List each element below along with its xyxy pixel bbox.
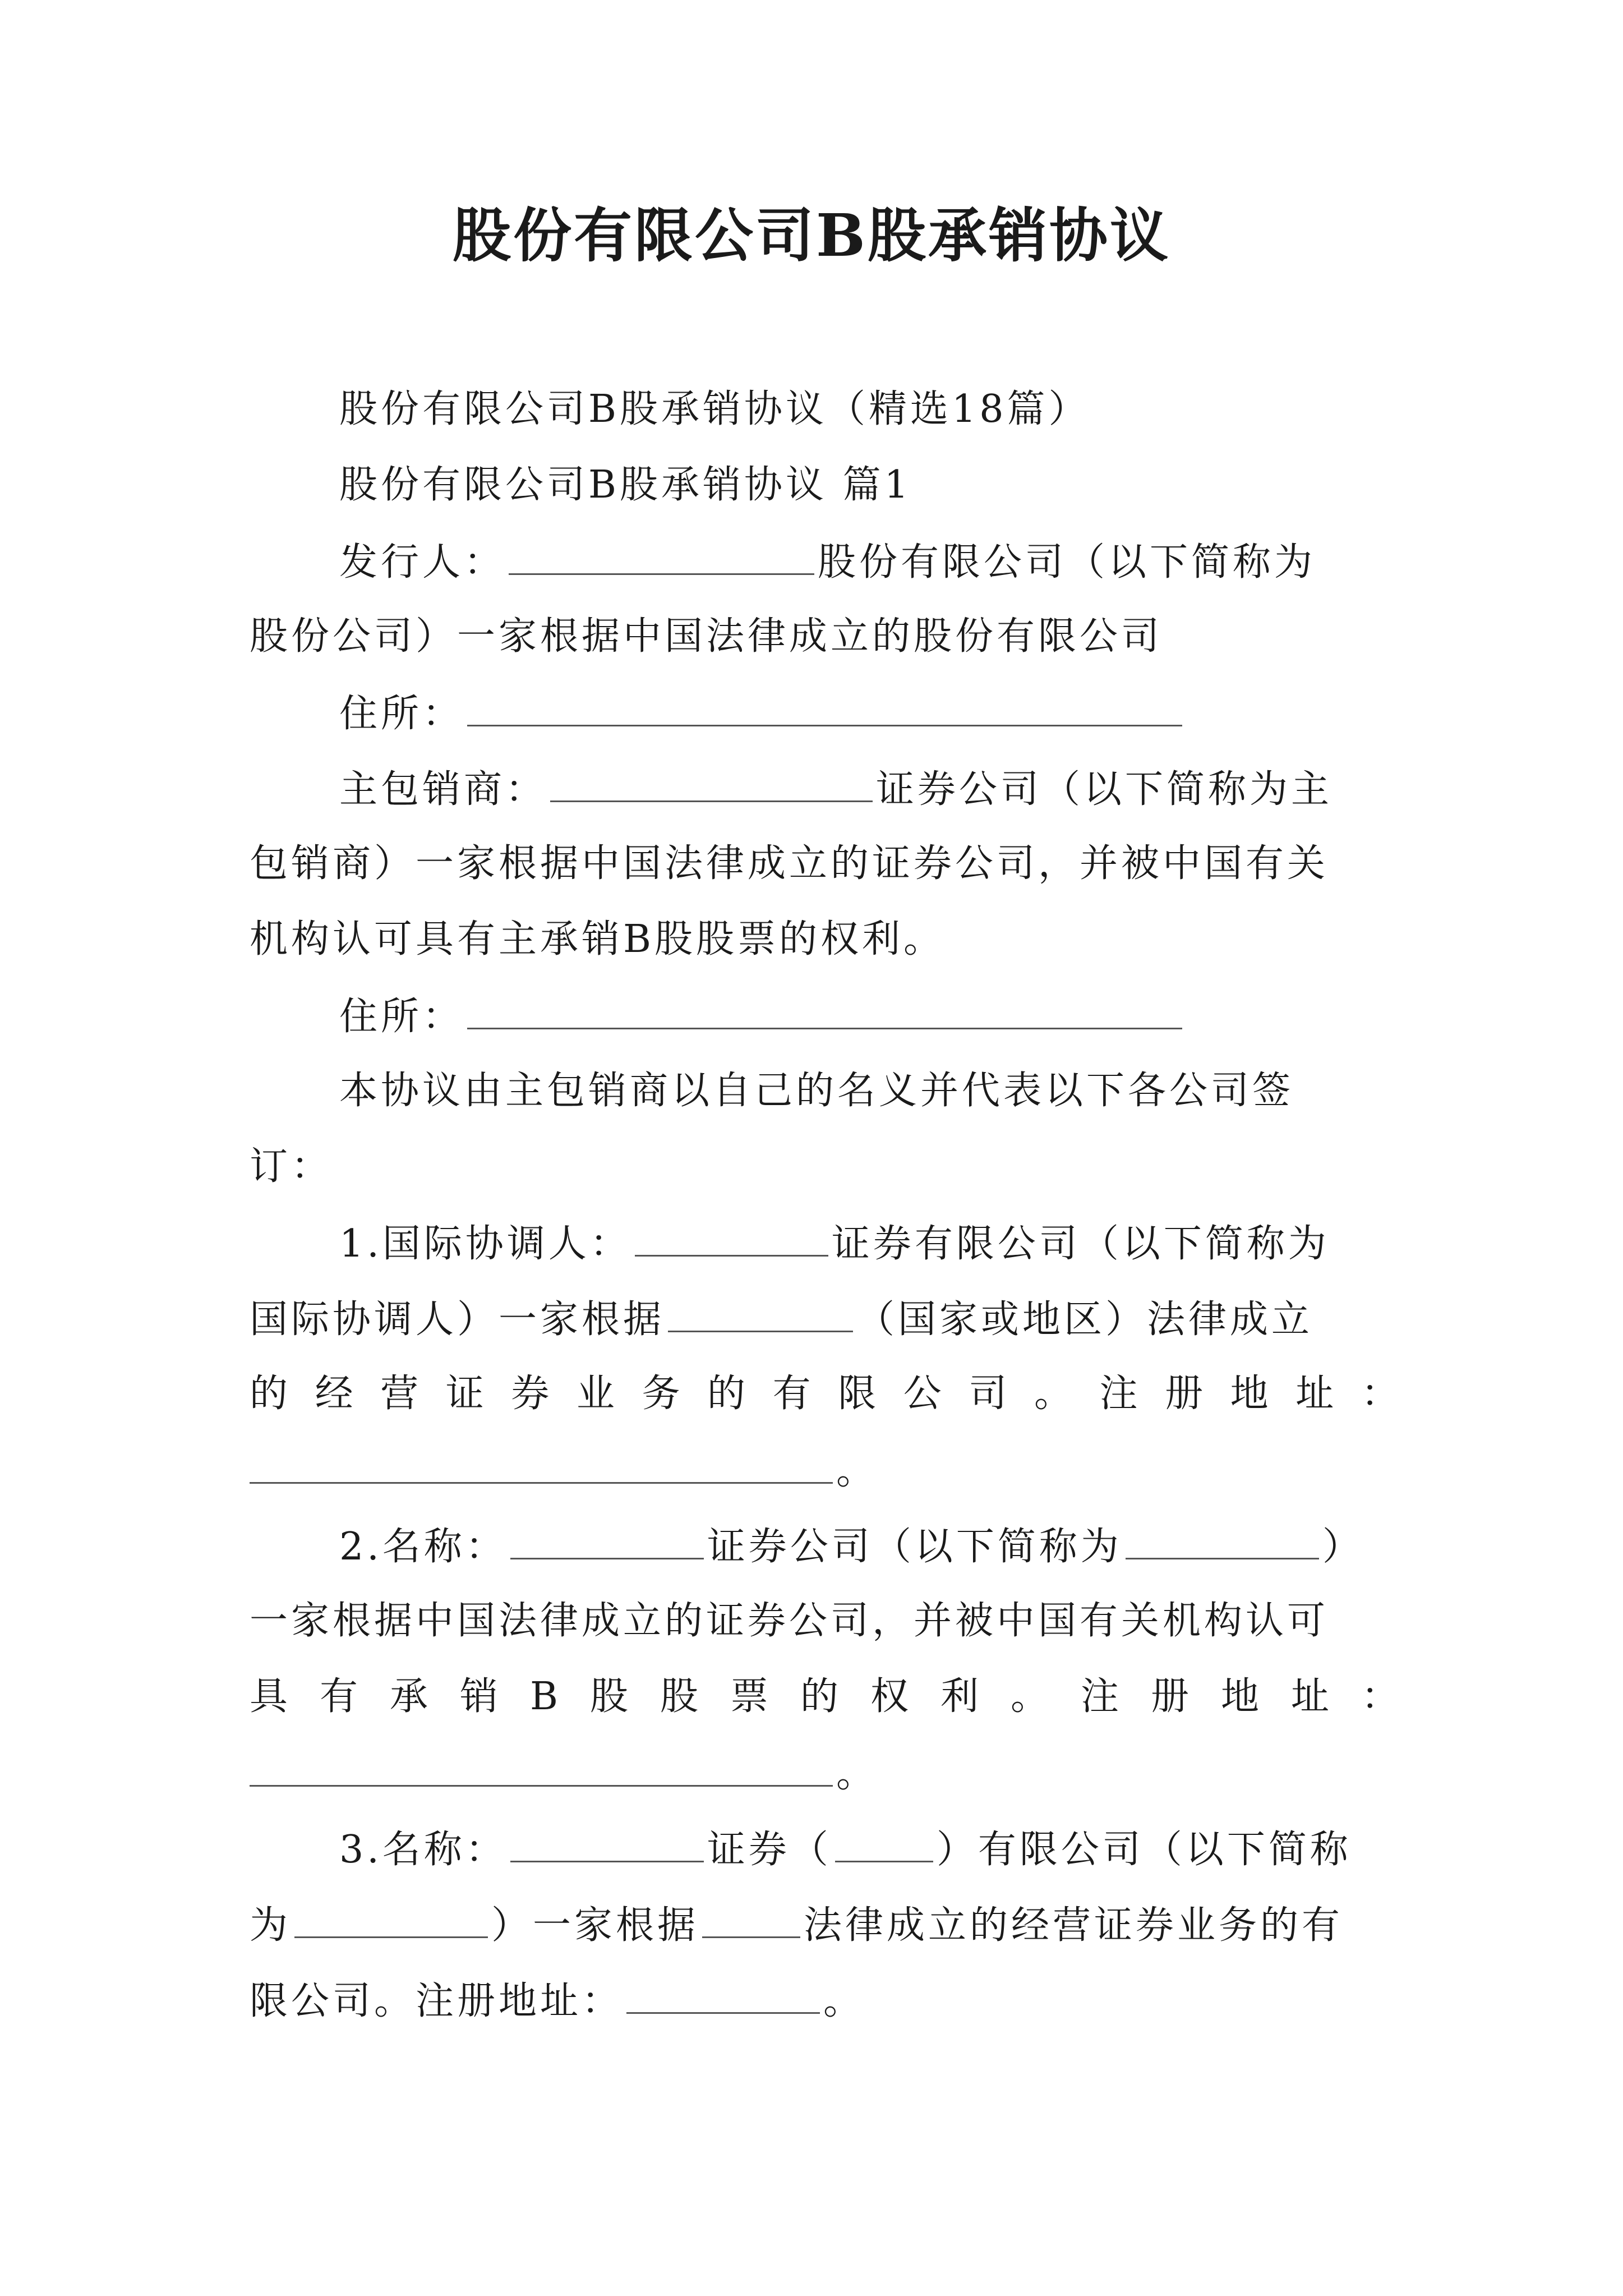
item3-address-blank (626, 1972, 820, 2014)
item2-blank-1 (510, 1517, 704, 1559)
item1-char: 有 (772, 1372, 811, 1416)
item1-blank-1 (635, 1214, 828, 1257)
item3-blank-3 (294, 1896, 488, 1938)
item2-label: 2.名称： (339, 1525, 507, 1569)
item2-char: 。 (1010, 1674, 1049, 1719)
underwriter-line-2: 包销商）一家根据中国法律成立的证券公司，并被中国有关 (250, 841, 1329, 886)
item1-end: 。 (836, 1449, 878, 1493)
item1-char: 地 (1230, 1372, 1269, 1416)
item1-blank-2 (668, 1290, 853, 1332)
item1-char: 限 (838, 1372, 877, 1416)
agreement-line-2: 订： (250, 1144, 333, 1189)
item3-line2-a: 为 (250, 1903, 292, 1948)
item3-line3-a: 限公司。注册地址： (250, 1979, 624, 2023)
address-label-2: 住所： (339, 995, 464, 1039)
item2-char: 承 (390, 1674, 428, 1719)
item2-char: 的 (800, 1674, 838, 1719)
item1-label: 1.国际协调人： (339, 1222, 631, 1266)
item1-char: 的 (707, 1372, 746, 1416)
item2-char: 册 (1150, 1674, 1189, 1719)
item1-char: 注 (1099, 1372, 1138, 1416)
item1-char: 册 (1165, 1372, 1204, 1416)
item3-end: 。 (823, 1979, 865, 2023)
item1-char: 司 (969, 1372, 1007, 1416)
item1-address-blank (250, 1442, 833, 1484)
item3-line2-b: ）一家根据 (491, 1903, 699, 1948)
item2-line-1 (339, 1517, 1399, 1575)
item1-line-4 (250, 1442, 1399, 1499)
item3-blank-1 (510, 1820, 704, 1862)
item2-address-blank (250, 1745, 833, 1787)
item3-line-1 (339, 1820, 1399, 1878)
item2-end: 。 (836, 1752, 878, 1796)
item2-char: 权 (870, 1674, 909, 1719)
agreement-line-1: 本协议由主包销商以自己的名义并代表以下各公司签 (339, 1069, 1294, 1113)
item1-char: 址 (1295, 1372, 1334, 1416)
item1-line2-a: 国际协调人）一家根据 (250, 1297, 665, 1342)
item2-char: 具 (250, 1674, 288, 1719)
item2-mid: 证券公司（以下简称为 (707, 1525, 1122, 1569)
item1-char: ： (1361, 1372, 1399, 1416)
item1-char: 经 (315, 1372, 353, 1416)
issuer-line (339, 533, 1399, 591)
item2-char: 股 (589, 1674, 628, 1719)
item2-char: B (530, 1674, 558, 1719)
address-line-1 (339, 684, 1399, 742)
item3-mid2: ）有限公司（以下简称 (936, 1828, 1352, 1872)
item1-char: 证 (445, 1372, 484, 1416)
item1-char: 务 (642, 1372, 680, 1416)
address-blank-2 (467, 987, 1182, 1029)
item2-char: 地 (1220, 1674, 1259, 1719)
address-line-2 (339, 987, 1399, 1045)
item2-line-3 (250, 1669, 1399, 1725)
underwriter-tail: 证券公司（以下简称为主 (876, 767, 1333, 812)
item3-line-3 (250, 1972, 1399, 2030)
item3-line2-c: 法律成立的经营证券业务的有 (804, 1903, 1344, 1948)
item1-char: 的 (250, 1372, 288, 1416)
item2-line-2: 一家根据中国法律成立的证券公司，并被中国有关机构认可 (250, 1599, 1329, 1643)
item2-char: 注 (1080, 1674, 1119, 1719)
item2-char: 利 (940, 1674, 979, 1719)
document-title: 股份有限公司B股承销协议 (453, 201, 1170, 270)
underwriter-line (339, 760, 1399, 818)
address-label: 住所： (339, 692, 464, 736)
item2-char: 有 (320, 1674, 358, 1719)
issuer-label: 发行人： (339, 540, 506, 585)
subtitle: 股份有限公司B股承销协议（精选18篇） (339, 387, 1090, 431)
item3-line-2 (250, 1896, 1399, 1954)
item2-line-4 (250, 1745, 1399, 1802)
item1-char: 。 (1034, 1372, 1072, 1416)
item2-char: ： (1361, 1674, 1399, 1719)
item2-blank-2 (1126, 1517, 1319, 1559)
section-heading: 股份有限公司B股承销协议 篇1 (339, 463, 912, 507)
item3-blank-4 (702, 1896, 800, 1938)
underwriter-label: 主包销商： (339, 767, 547, 812)
address-blank-1 (467, 684, 1182, 726)
issuer-tail: 股份有限公司（以下简称为 (818, 540, 1316, 585)
item3-blank-2 (835, 1820, 933, 1862)
item2-char: 票 (730, 1674, 768, 1719)
item3-mid: 证券（ (707, 1828, 832, 1872)
item2-close: ） (1322, 1525, 1364, 1569)
item1-line2-b: （国家或地区）法律成立 (856, 1297, 1313, 1342)
underwriter-blank (550, 760, 873, 802)
item1-char: 公 (903, 1372, 942, 1416)
item1-char: 业 (576, 1372, 615, 1416)
item1-char: 券 (511, 1372, 550, 1416)
issuer-blank (509, 533, 814, 575)
item1-line-3 (250, 1366, 1399, 1422)
item1-char: 营 (380, 1372, 419, 1416)
issuer-line-2: 股份公司）一家根据中国法律成立的股份有限公司 (250, 614, 1163, 659)
item3-label: 3.名称： (339, 1828, 507, 1872)
item2-char: 址 (1290, 1674, 1329, 1719)
item1-line-1 (339, 1214, 1399, 1272)
item2-char: 销 (460, 1674, 499, 1719)
item1-tail: 证券有限公司（以下简称为 (831, 1222, 1330, 1266)
item1-line-2 (250, 1290, 1399, 1348)
underwriter-line-3: 机构认可具有主承销B股股票的权利。 (250, 917, 945, 961)
item2-char: 股 (660, 1674, 698, 1719)
